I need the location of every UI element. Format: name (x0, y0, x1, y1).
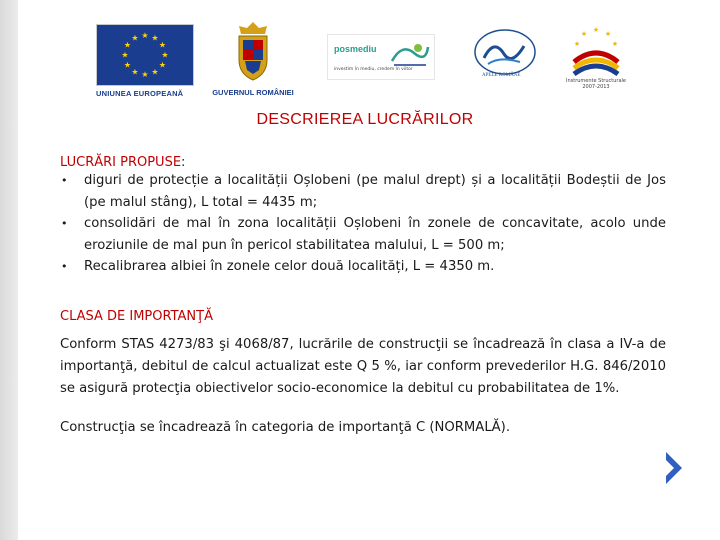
list-item: • diguri de protecție a localității Oșlobeni (pe malul drept) și a localității Bodeștii de Jos (pe malul stâng), L total = 4435 m; (60, 170, 666, 213)
page-title: DESCRIEREA LUCRĂRILOR (256, 111, 474, 128)
content (60, 155, 666, 439)
svg-text:★: ★ (151, 33, 159, 43)
svg-text:★: ★ (158, 60, 167, 70)
importance-category-paragraph: Construcţia se încadrează în categoria de importanţă C (NORMALĂ). (60, 419, 511, 435)
bullet: • (61, 260, 68, 273)
logo-bar (0, 14, 720, 104)
next-slide-button[interactable] (663, 450, 685, 486)
instrumente-structurale-logo (560, 22, 632, 94)
posmediu-tagline: investim în mediu, credem în viitor (334, 67, 413, 72)
svg-text:★: ★ (131, 67, 139, 77)
list-item: • Recalibrarea albiei în zonele celor două localități, L = 4350 m. (60, 256, 666, 278)
apele-romane-caption: APELE ROMÂNE (482, 73, 521, 78)
proposed-works-list (60, 170, 666, 278)
section-heading-proposed-works: LUCRĂRI PROPUSE: (60, 155, 186, 170)
eu-caption: UNIUNEA EUROPEANĂ (96, 89, 184, 98)
list-item: • consolidări de mal în zona localității Oșlobeni în zonele de concavitate, acolo unde eroziunile de mal pun în pericol stabilitatea malului, L = 500 m; (60, 213, 666, 256)
svg-text:★: ★ (611, 40, 619, 48)
svg-text:★: ★ (123, 60, 132, 70)
apele-romane-logo (470, 28, 540, 84)
chevron-right-icon (663, 450, 685, 486)
government-logo (208, 20, 298, 97)
svg-text:★: ★ (131, 33, 139, 43)
bullet: • (61, 174, 68, 187)
svg-text:★: ★ (121, 50, 129, 60)
posmediu-emblem-icon (388, 39, 430, 67)
instrumente-structurale-caption: Instrumente Structurale 2007-2013 (566, 78, 626, 90)
apele-romane-emblem-icon (470, 28, 540, 76)
posmediu-logo (327, 34, 435, 80)
eu-logo (96, 24, 196, 98)
section-heading-importance-class: CLASA DE IMPORTANŢĂ (60, 308, 213, 324)
posmediu-name: posmediu (334, 44, 377, 54)
svg-text:★: ★ (592, 26, 600, 34)
svg-text:★: ★ (573, 40, 581, 48)
svg-text:★: ★ (158, 40, 167, 50)
importance-paragraph: Conform STAS 4273/83 şi 4068/87, lucrările de construcţii se încadrează în clasa a IV-a de importanţă, debitul de calcul actualizat este Q 5 %, iar conform prevederilor H.G. 846/2010 se asigură protecţia obiectivelor socio-economice la debitul cu probabilitatea de 1%. (60, 336, 666, 396)
svg-text:★: ★ (141, 70, 149, 79)
svg-text:★: ★ (580, 30, 588, 38)
svg-text:★: ★ (151, 67, 159, 77)
svg-text:★: ★ (161, 50, 169, 60)
instrumente-structurale-emblem-icon (560, 22, 632, 78)
svg-text:★: ★ (141, 31, 149, 40)
government-caption: GUVERNUL ROMÂNIEI (212, 88, 294, 97)
eu-flag-icon (96, 24, 194, 86)
svg-text:★: ★ (123, 40, 132, 50)
svg-text:★: ★ (604, 30, 612, 38)
coat-of-arms-icon (229, 20, 277, 82)
bullet: • (61, 217, 68, 230)
